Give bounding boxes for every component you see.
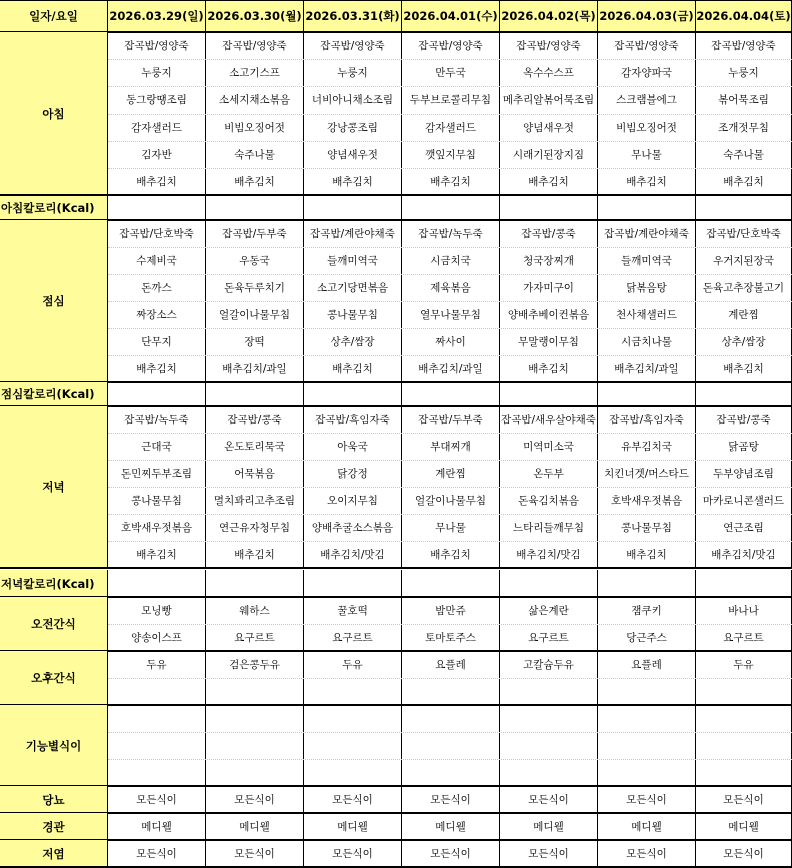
menu-cell — [206, 759, 304, 786]
menu-cell: 계란찜 — [402, 460, 500, 487]
menu-cell: 배추김치 — [206, 168, 304, 195]
menu-cell: 소세지채소볶음 — [206, 86, 304, 113]
menu-cell: 청국장찌개 — [500, 247, 598, 274]
menu-cell: 얼갈이나물무침 — [402, 487, 500, 514]
menu-cell: 시금치나물 — [598, 328, 696, 355]
menu-cell — [500, 705, 598, 732]
menu-cell: 비빔오징어젓 — [206, 114, 304, 141]
row-divider — [108, 328, 792, 329]
menu-cell: 당근주스 — [598, 624, 696, 651]
menu-cell: 너비아니채소조림 — [304, 86, 402, 113]
category-afternoon-snack: 오후간식 — [0, 651, 108, 705]
menu-cell: 옥수수스프 — [500, 59, 598, 86]
menu-cell: 잡곡밥/영양죽 — [696, 32, 792, 59]
category-tube-feeding: 경관 — [0, 813, 108, 840]
menu-cell: 어묵볶음 — [206, 460, 304, 487]
menu-cell: 호박새우젓볶음 — [598, 487, 696, 514]
row-divider — [108, 433, 792, 434]
menu-cell: 배추김치/맛김 — [696, 541, 792, 568]
row-divider — [108, 624, 792, 625]
menu-cell: 감자샐러드 — [108, 114, 206, 141]
row-divider — [108, 514, 792, 515]
menu-cell: 배추김치/맛김 — [304, 541, 402, 568]
menu-cell — [696, 705, 792, 732]
menu-cell: 배추김치 — [108, 168, 206, 195]
menu-cell: 조개젓무침 — [696, 114, 792, 141]
menu-cell — [108, 570, 206, 597]
menu-cell: 배추김치 — [696, 355, 792, 382]
menu-cell — [108, 705, 206, 732]
menu-cell: 느타리들깨무침 — [500, 514, 598, 541]
menu-cell: 양념새우젓 — [304, 141, 402, 168]
menu-cell — [304, 732, 402, 759]
menu-cell: 온두부 — [500, 460, 598, 487]
menu-cell — [402, 570, 500, 597]
menu-cell — [696, 382, 792, 406]
menu-cell: 연근유자청무침 — [206, 514, 304, 541]
menu-cell: 메디웰 — [598, 813, 696, 840]
menu-cell: 모든식이 — [500, 840, 598, 867]
menu-cell: 비빔오징어젓 — [598, 114, 696, 141]
menu-cell — [402, 382, 500, 406]
menu-cell: 콩나물무침 — [598, 514, 696, 541]
menu-cell — [696, 196, 792, 220]
menu-cell: 누룽지 — [696, 59, 792, 86]
menu-cell: 두부브로콜리무침 — [402, 86, 500, 113]
row-divider — [0, 0, 792, 1]
menu-cell — [206, 570, 304, 597]
menu-cell — [598, 382, 696, 406]
menu-cell: 잡곡밥/단호박죽 — [108, 220, 206, 247]
menu-cell: 모든식이 — [402, 786, 500, 813]
menu-cell: 배추김치 — [304, 168, 402, 195]
menu-cell: 모든식이 — [598, 840, 696, 867]
menu-cell: 두부양념조림 — [696, 460, 792, 487]
menu-cell: 짜사이 — [402, 328, 500, 355]
menu-cell — [108, 732, 206, 759]
menu-cell — [696, 759, 792, 786]
menu-cell — [206, 705, 304, 732]
menu-cell: 단무지 — [108, 328, 206, 355]
category-morning-snack: 오전간식 — [0, 597, 108, 651]
menu-cell: 두유 — [304, 651, 402, 678]
menu-cell: 잡곡밥/영양죽 — [108, 32, 206, 59]
menu-cell: 모든식이 — [696, 840, 792, 867]
menu-cell: 돈민찌두부조림 — [108, 460, 206, 487]
menu-cell: 잡곡밥/흑임자죽 — [598, 406, 696, 433]
menu-cell: 상추/쌈장 — [304, 328, 402, 355]
menu-cell: 꿀호떡 — [304, 597, 402, 624]
menu-cell: 동그랑땡조림 — [108, 86, 206, 113]
category-breakfast: 아침 — [0, 32, 108, 195]
menu-cell: 모든식이 — [108, 840, 206, 867]
menu-cell: 배추김치 — [696, 168, 792, 195]
menu-cell: 열무나물무침 — [402, 301, 500, 328]
menu-cell: 우동국 — [206, 247, 304, 274]
menu-cell: 미역미소국 — [500, 433, 598, 460]
category-diabetic-diet: 당뇨 — [0, 786, 108, 813]
menu-cell: 무말랭이무침 — [500, 328, 598, 355]
menu-cell: 양념새우젓 — [500, 114, 598, 141]
menu-cell: 깻잎지무침 — [402, 141, 500, 168]
category-lunch-calorie: 점심칼로리(Kcal) — [0, 382, 108, 406]
menu-cell: 닭강정 — [304, 460, 402, 487]
menu-cell: 연근조림 — [696, 514, 792, 541]
menu-cell — [500, 732, 598, 759]
menu-cell: 배추김치/과일 — [598, 355, 696, 382]
menu-cell — [304, 705, 402, 732]
menu-cell: 들깨미역국 — [598, 247, 696, 274]
menu-cell: 잡곡밥/영양죽 — [598, 32, 696, 59]
row-divider — [108, 541, 792, 542]
menu-cell: 잡곡밥/콩죽 — [500, 220, 598, 247]
menu-cell: 부대찌개 — [402, 433, 500, 460]
menu-cell: 배추김치 — [500, 168, 598, 195]
menu-cell: 무나물 — [402, 514, 500, 541]
menu-cell: 소고기당면볶음 — [304, 274, 402, 301]
menu-cell: 제육볶음 — [402, 274, 500, 301]
row-divider — [0, 567, 792, 569]
menu-cell: 배추김치 — [500, 355, 598, 382]
menu-cell: 잡곡밥/콩죽 — [206, 406, 304, 433]
menu-cell — [108, 382, 206, 406]
date-header: 2026.04.02(목) — [500, 0, 598, 32]
menu-cell: 배추김치/맛김 — [500, 541, 598, 568]
menu-cell: 양배추굴소스볶음 — [304, 514, 402, 541]
menu-cell: 요플레 — [402, 651, 500, 678]
row-divider — [108, 301, 792, 302]
menu-cell: 모든식이 — [598, 786, 696, 813]
menu-cell — [500, 759, 598, 786]
menu-cell: 잡곡밥/계란야채죽 — [598, 220, 696, 247]
menu-cell: 배추김치 — [304, 355, 402, 382]
menu-cell: 배추김치 — [108, 541, 206, 568]
menu-cell — [598, 759, 696, 786]
menu-cell: 양배추베이컨볶음 — [500, 301, 598, 328]
menu-cell: 닭볶음탕 — [598, 274, 696, 301]
menu-cell: 잡곡밥/영양죽 — [402, 32, 500, 59]
row-divider — [108, 274, 792, 275]
menu-cell: 김자반 — [108, 141, 206, 168]
menu-cell: 잡곡밥/콩죽 — [696, 406, 792, 433]
menu-cell: 검은콩두유 — [206, 651, 304, 678]
row-divider — [108, 732, 792, 733]
menu-cell — [696, 678, 792, 705]
menu-cell: 잡곡밥/두부죽 — [206, 220, 304, 247]
header-corner-label: 일자/요일 — [0, 0, 108, 32]
menu-cell: 누룽지 — [108, 59, 206, 86]
menu-cell: 감자양파국 — [598, 59, 696, 86]
menu-cell: 돈까스 — [108, 274, 206, 301]
row-divider — [108, 114, 792, 115]
menu-cell: 소고기스프 — [206, 59, 304, 86]
row-divider — [108, 678, 792, 679]
menu-cell: 모든식이 — [206, 840, 304, 867]
date-header: 2026.04.01(수) — [402, 0, 500, 32]
menu-cell — [206, 382, 304, 406]
category-lunch: 점심 — [0, 220, 108, 382]
menu-cell: 모든식이 — [304, 840, 402, 867]
menu-cell: 수제비국 — [108, 247, 206, 274]
menu-cell: 상추/쌈장 — [696, 328, 792, 355]
row-divider — [108, 355, 792, 356]
menu-cell: 장떡 — [206, 328, 304, 355]
menu-cell — [500, 382, 598, 406]
menu-cell: 모든식이 — [108, 786, 206, 813]
menu-cell: 두유 — [696, 651, 792, 678]
menu-cell: 배추김치 — [402, 541, 500, 568]
menu-cell: 메디웰 — [696, 813, 792, 840]
menu-cell — [206, 196, 304, 220]
menu-cell: 천사채샐러드 — [598, 301, 696, 328]
menu-cell: 돈육고추장불고기 — [696, 274, 792, 301]
menu-cell — [108, 196, 206, 220]
menu-cell: 호박새우젓볶음 — [108, 514, 206, 541]
menu-cell: 잼쿠키 — [598, 597, 696, 624]
row-divider — [108, 168, 792, 169]
menu-cell: 숙주나물 — [206, 141, 304, 168]
menu-cell — [402, 705, 500, 732]
menu-cell: 웨하스 — [206, 597, 304, 624]
menu-cell: 배추김치 — [598, 168, 696, 195]
menu-cell: 들깨미역국 — [304, 247, 402, 274]
menu-cell — [500, 678, 598, 705]
menu-cell: 멸치꽈리고추조림 — [206, 487, 304, 514]
menu-cell: 닭곰탕 — [696, 433, 792, 460]
menu-cell: 아욱국 — [304, 433, 402, 460]
menu-cell — [598, 196, 696, 220]
menu-cell: 모든식이 — [402, 840, 500, 867]
menu-cell: 돈육김치볶음 — [500, 487, 598, 514]
menu-cell: 콩나물무침 — [108, 487, 206, 514]
menu-cell: 온도토리묵국 — [206, 433, 304, 460]
date-header: 2026.03.30(월) — [206, 0, 304, 32]
menu-cell: 모닝빵 — [108, 597, 206, 624]
menu-cell: 얼갈이나물무침 — [206, 301, 304, 328]
menu-cell: 돈육두루치기 — [206, 274, 304, 301]
menu-cell — [598, 570, 696, 597]
date-header: 2026.04.04(토) — [696, 0, 792, 32]
menu-cell: 두유 — [108, 651, 206, 678]
menu-cell: 토마토주스 — [402, 624, 500, 651]
menu-cell — [206, 678, 304, 705]
date-header: 2026.04.03(금) — [598, 0, 696, 32]
menu-cell: 배추김치/과일 — [402, 355, 500, 382]
menu-cell: 무나물 — [598, 141, 696, 168]
menu-cell: 모든식이 — [304, 786, 402, 813]
menu-cell: 요구르트 — [206, 624, 304, 651]
row-divider — [108, 759, 792, 760]
menu-cell — [598, 678, 696, 705]
menu-cell: 유부김치국 — [598, 433, 696, 460]
menu-cell — [206, 732, 304, 759]
menu-cell: 삶은계란 — [500, 597, 598, 624]
menu-cell: 볶어묵조림 — [696, 86, 792, 113]
category-dinner: 저녁 — [0, 406, 108, 568]
date-header: 2026.03.31(화) — [304, 0, 402, 32]
menu-cell: 고칼슘두유 — [500, 651, 598, 678]
row-divider — [108, 141, 792, 142]
menu-cell: 강낭콩조림 — [304, 114, 402, 141]
menu-cell — [598, 732, 696, 759]
menu-cell: 잡곡밥/계란야채죽 — [304, 220, 402, 247]
menu-cell: 짜장소스 — [108, 301, 206, 328]
row-divider — [108, 460, 792, 461]
menu-cell: 잡곡밥/영양죽 — [304, 32, 402, 59]
menu-cell — [500, 196, 598, 220]
category-functional-diet: 기능별식이 — [0, 705, 108, 786]
menu-cell — [304, 382, 402, 406]
menu-cell — [108, 678, 206, 705]
menu-cell: 모든식이 — [500, 786, 598, 813]
menu-cell: 모든식이 — [206, 786, 304, 813]
menu-cell: 모든식이 — [696, 786, 792, 813]
menu-cell: 잡곡밥/녹두죽 — [402, 220, 500, 247]
menu-cell: 메디웰 — [206, 813, 304, 840]
row-divider — [108, 487, 792, 488]
menu-cell: 시금치국 — [402, 247, 500, 274]
menu-cell: 감자샐러드 — [402, 114, 500, 141]
menu-cell: 숙주나물 — [696, 141, 792, 168]
row-divider — [108, 86, 792, 87]
menu-cell: 시래기된장지짐 — [500, 141, 598, 168]
menu-cell: 배추김치 — [598, 541, 696, 568]
menu-cell: 요구르트 — [500, 624, 598, 651]
menu-cell — [696, 732, 792, 759]
menu-cell: 메디웰 — [500, 813, 598, 840]
menu-cell — [108, 759, 206, 786]
menu-cell: 잡곡밥/흑임자죽 — [304, 406, 402, 433]
menu-cell: 요구르트 — [696, 624, 792, 651]
menu-cell: 메추리알볶어묵조림 — [500, 86, 598, 113]
menu-cell: 요구르트 — [304, 624, 402, 651]
menu-cell: 우거지된장국 — [696, 247, 792, 274]
menu-cell: 배추김치 — [108, 355, 206, 382]
category-low-sodium-diet: 저염 — [0, 840, 108, 867]
menu-cell: 바나나 — [696, 597, 792, 624]
menu-cell: 만두국 — [402, 59, 500, 86]
menu-cell — [500, 570, 598, 597]
menu-cell: 잡곡밥/영양죽 — [206, 32, 304, 59]
menu-cell: 배추김치 — [402, 168, 500, 195]
row-divider — [108, 59, 792, 60]
menu-cell: 계란찜 — [696, 301, 792, 328]
menu-cell: 잡곡밥/단호박죽 — [696, 220, 792, 247]
menu-cell: 누룽지 — [304, 59, 402, 86]
menu-cell: 메디웰 — [304, 813, 402, 840]
menu-cell: 콩나물무침 — [304, 301, 402, 328]
menu-cell — [402, 678, 500, 705]
menu-cell — [304, 196, 402, 220]
menu-cell: 요플레 — [598, 651, 696, 678]
category-breakfast-calorie: 아침칼로리(Kcal) — [0, 196, 108, 220]
menu-cell: 양송이스프 — [108, 624, 206, 651]
menu-cell — [402, 759, 500, 786]
menu-cell: 메디웰 — [108, 813, 206, 840]
category-dinner-calorie: 저녁칼로리(Kcal) — [0, 570, 108, 597]
menu-cell — [598, 705, 696, 732]
menu-cell: 가자미구이 — [500, 274, 598, 301]
menu-cell: 치킨너겟/머스타드 — [598, 460, 696, 487]
menu-cell: 잡곡밥/녹두죽 — [108, 406, 206, 433]
menu-cell — [402, 732, 500, 759]
menu-cell: 밤만쥬 — [402, 597, 500, 624]
menu-cell: 배추김치/과일 — [206, 355, 304, 382]
menu-cell — [402, 196, 500, 220]
menu-cell — [696, 570, 792, 597]
menu-cell — [304, 678, 402, 705]
menu-cell: 근대국 — [108, 433, 206, 460]
menu-cell: 배추김치 — [206, 541, 304, 568]
menu-cell: 오이지무침 — [304, 487, 402, 514]
menu-cell: 잡곡밥/영양죽 — [500, 32, 598, 59]
menu-cell: 메디웰 — [402, 813, 500, 840]
menu-cell — [304, 570, 402, 597]
menu-cell — [304, 759, 402, 786]
menu-cell: 잡곡밥/두부죽 — [402, 406, 500, 433]
menu-cell: 마카로니콘샐러드 — [696, 487, 792, 514]
date-header: 2026.03.29(일) — [108, 0, 206, 32]
menu-cell: 스크램블에그 — [598, 86, 696, 113]
menu-cell: 잡곡밥/새우살야채죽 — [500, 406, 598, 433]
row-divider — [108, 247, 792, 248]
